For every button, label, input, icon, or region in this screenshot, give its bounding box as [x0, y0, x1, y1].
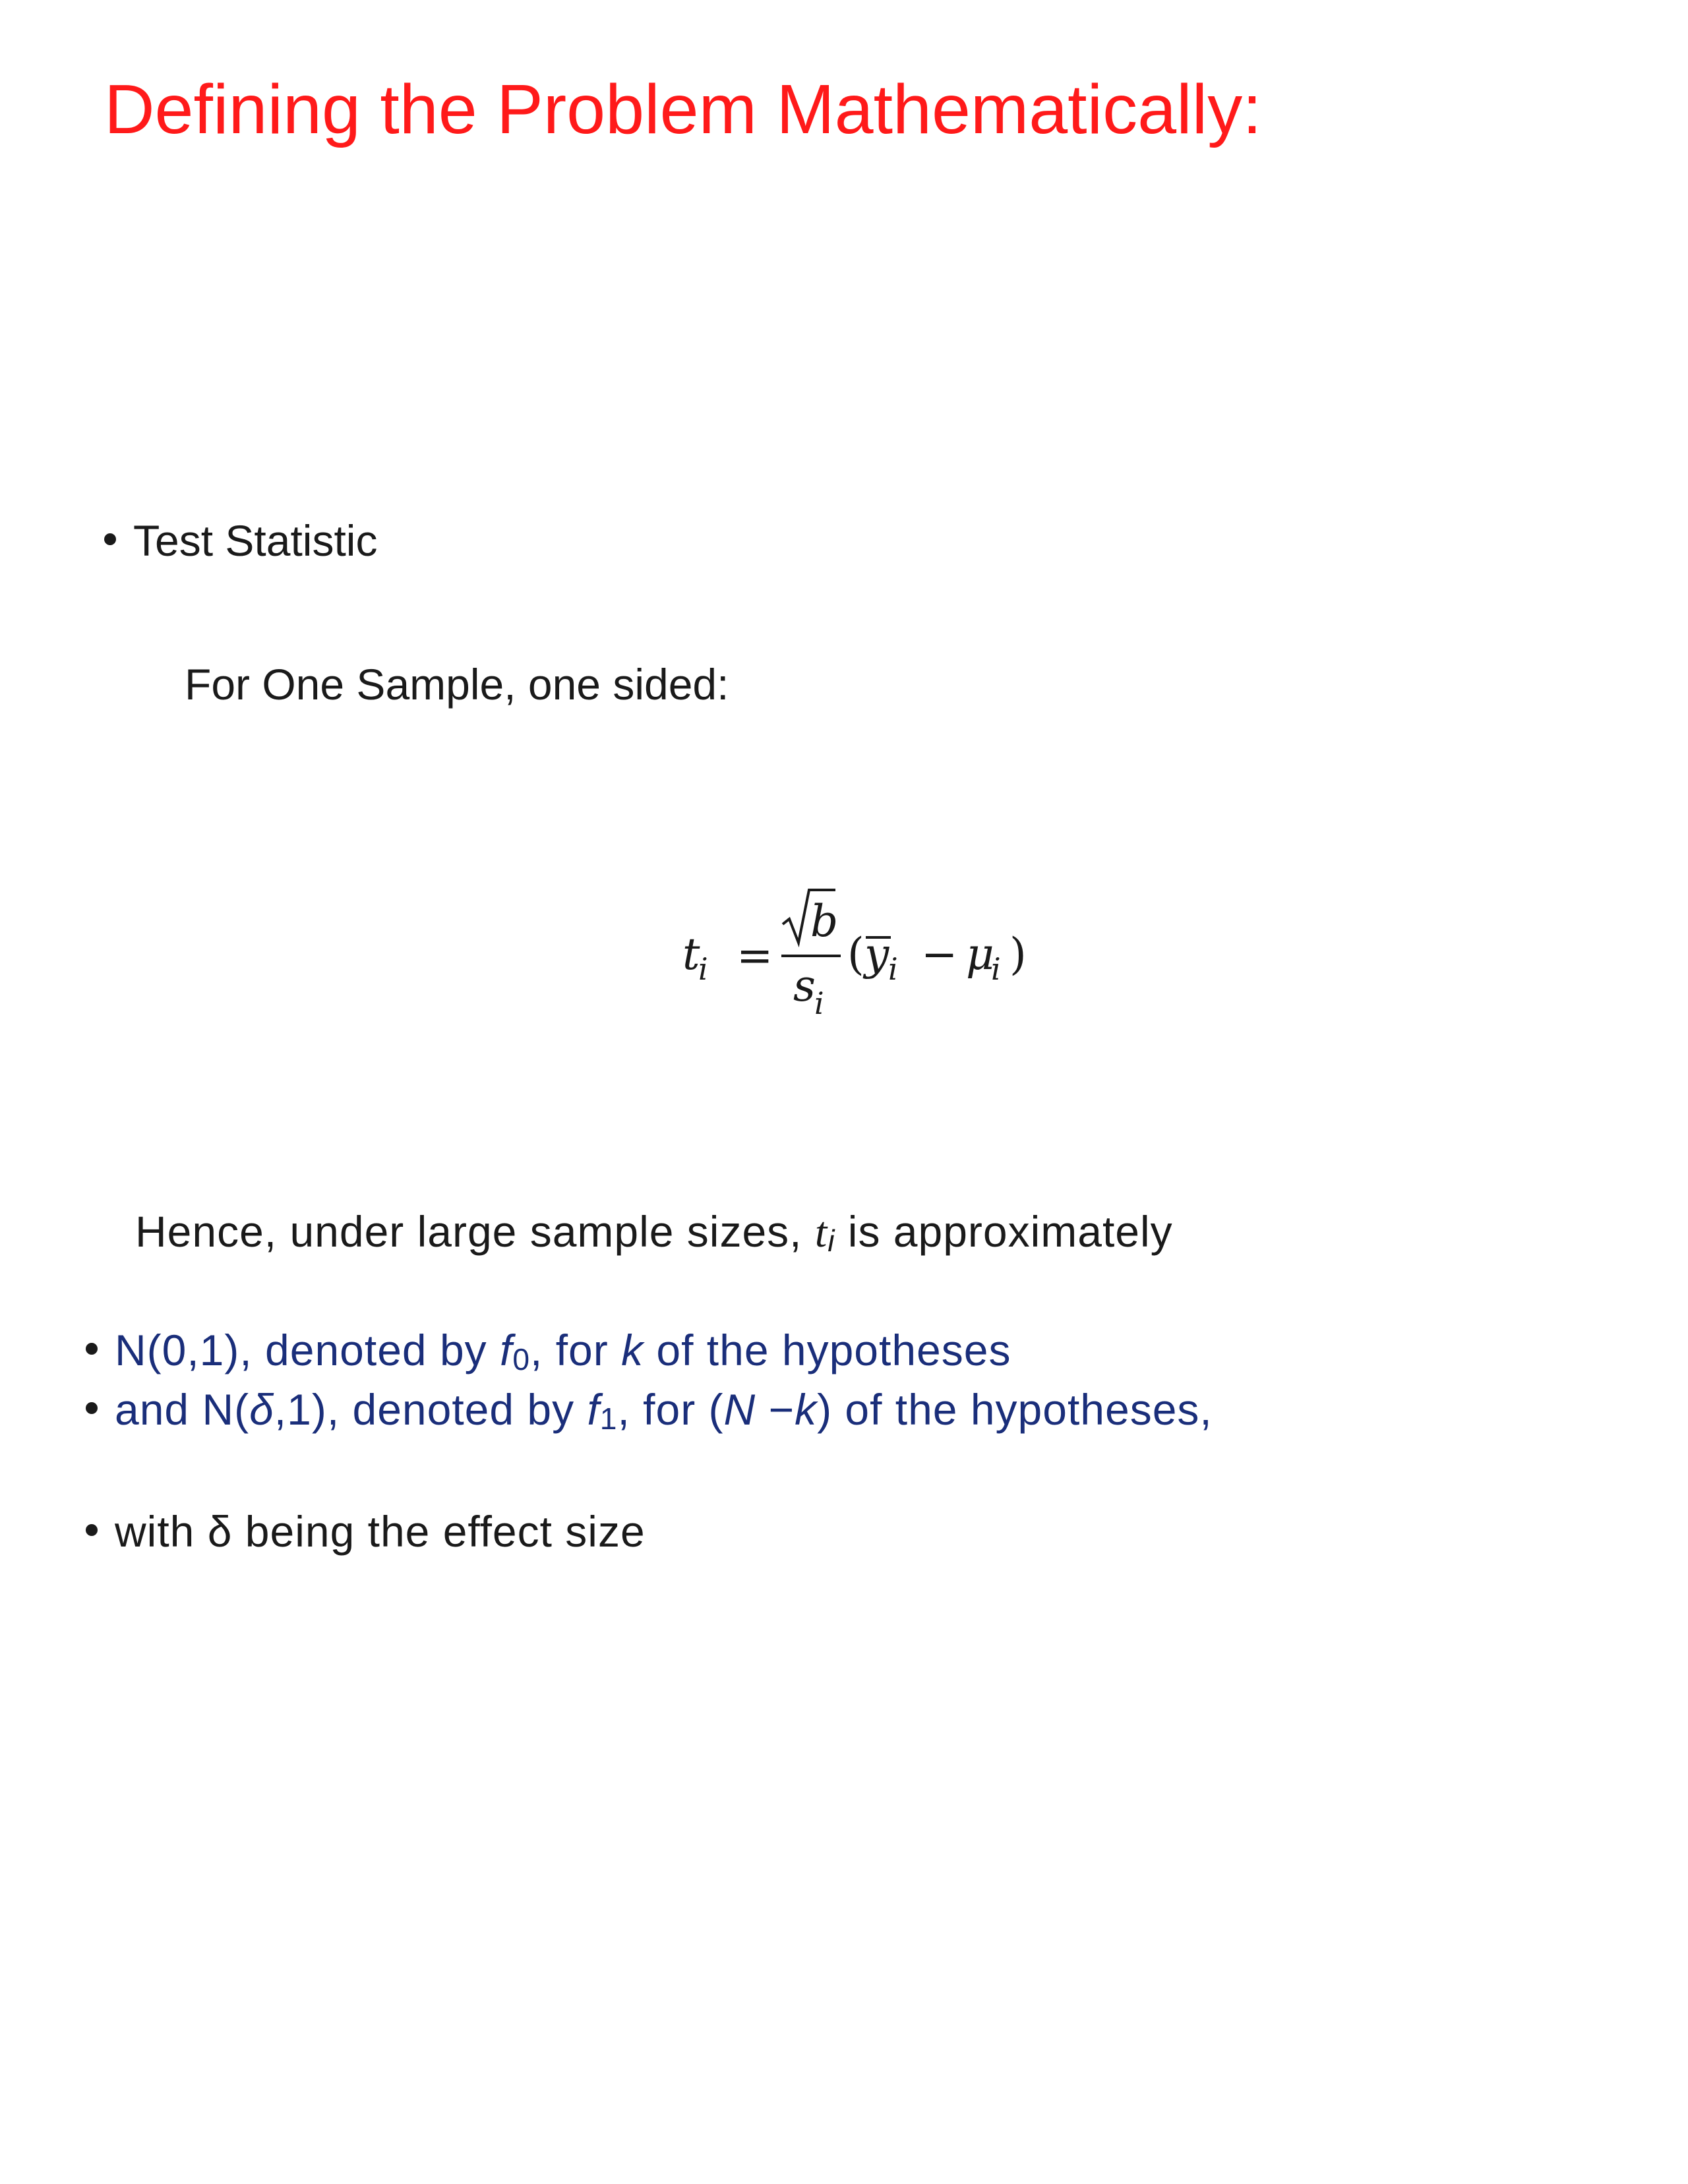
hence-text-after: is approximately [835, 1207, 1173, 1256]
formula-lhs-sub: i [698, 951, 708, 987]
effect-pre: with [115, 1507, 208, 1556]
dist1-pre: and N( [115, 1385, 250, 1434]
formula-denominator: s [793, 960, 816, 1011]
formula-ybar: y [864, 929, 889, 980]
bullet-test-statistic [104, 516, 377, 566]
bullet-dot-icon [86, 1343, 98, 1355]
formula-mu: μ [966, 929, 994, 980]
dist1-pre2: ,1), denoted by [274, 1385, 588, 1434]
formula-sqrt-arg: b [810, 896, 839, 947]
dist1-mid: , for ( [617, 1385, 724, 1434]
bullet-dot-icon [86, 1402, 98, 1414]
formula-paren-close: ) [1010, 929, 1027, 980]
formula-equals: = [737, 930, 773, 981]
dist1-f: f [587, 1385, 600, 1434]
test-statistic-formula [682, 877, 1065, 1035]
list-item-null-distribution [86, 1325, 1011, 1377]
formula-lhs: t [682, 929, 700, 980]
formula-paren-open: ( [847, 929, 864, 980]
slide-title: Defining the Problem Mathematically: [104, 71, 1262, 148]
effect-post: being the effect size [232, 1507, 646, 1556]
formula-svg [682, 877, 1065, 1035]
dist0-pre: N(0,1), denoted by [115, 1326, 500, 1374]
dist0-mid: , for [530, 1326, 622, 1374]
formula-minus: − [921, 929, 958, 980]
hence-text-before: Hence, under large sample sizes, [135, 1207, 815, 1256]
dist1-minus: − [756, 1385, 795, 1434]
dist1-f-sub: 1 [599, 1401, 618, 1436]
hence-var-sub: i [828, 1223, 835, 1258]
dist0-f-sub: 0 [512, 1342, 531, 1376]
list-item-text [115, 1506, 646, 1556]
list-item-effect-size [86, 1506, 646, 1556]
dist0-f: f [500, 1326, 513, 1374]
dist1-n: N [723, 1385, 756, 1434]
hence-sentence [135, 1206, 1173, 1258]
bullet-dot-icon [86, 1524, 98, 1536]
dist1-k: k [795, 1385, 818, 1434]
dist1-delta: δ [249, 1385, 274, 1434]
dist0-k: k [621, 1326, 644, 1374]
effect-delta: δ [207, 1507, 233, 1556]
formula-mu-sub: i [991, 951, 1001, 987]
one-sample-subheading: For One Sample, one sided: [185, 660, 729, 709]
dist0-post: of the hypotheses [644, 1326, 1011, 1374]
dist1-post: ) of the hypotheses, [817, 1385, 1213, 1434]
list-item-text [115, 1384, 1213, 1436]
list-item-text [115, 1325, 1011, 1377]
formula-denominator-sub: i [814, 986, 824, 1021]
bullet-test-statistic-text: Test Statistic [133, 516, 378, 565]
bullet-dot-icon [104, 533, 116, 545]
hence-var: t [814, 1208, 828, 1256]
list-item-alt-distribution [86, 1384, 1213, 1436]
formula-ybar-sub: i [888, 951, 898, 987]
